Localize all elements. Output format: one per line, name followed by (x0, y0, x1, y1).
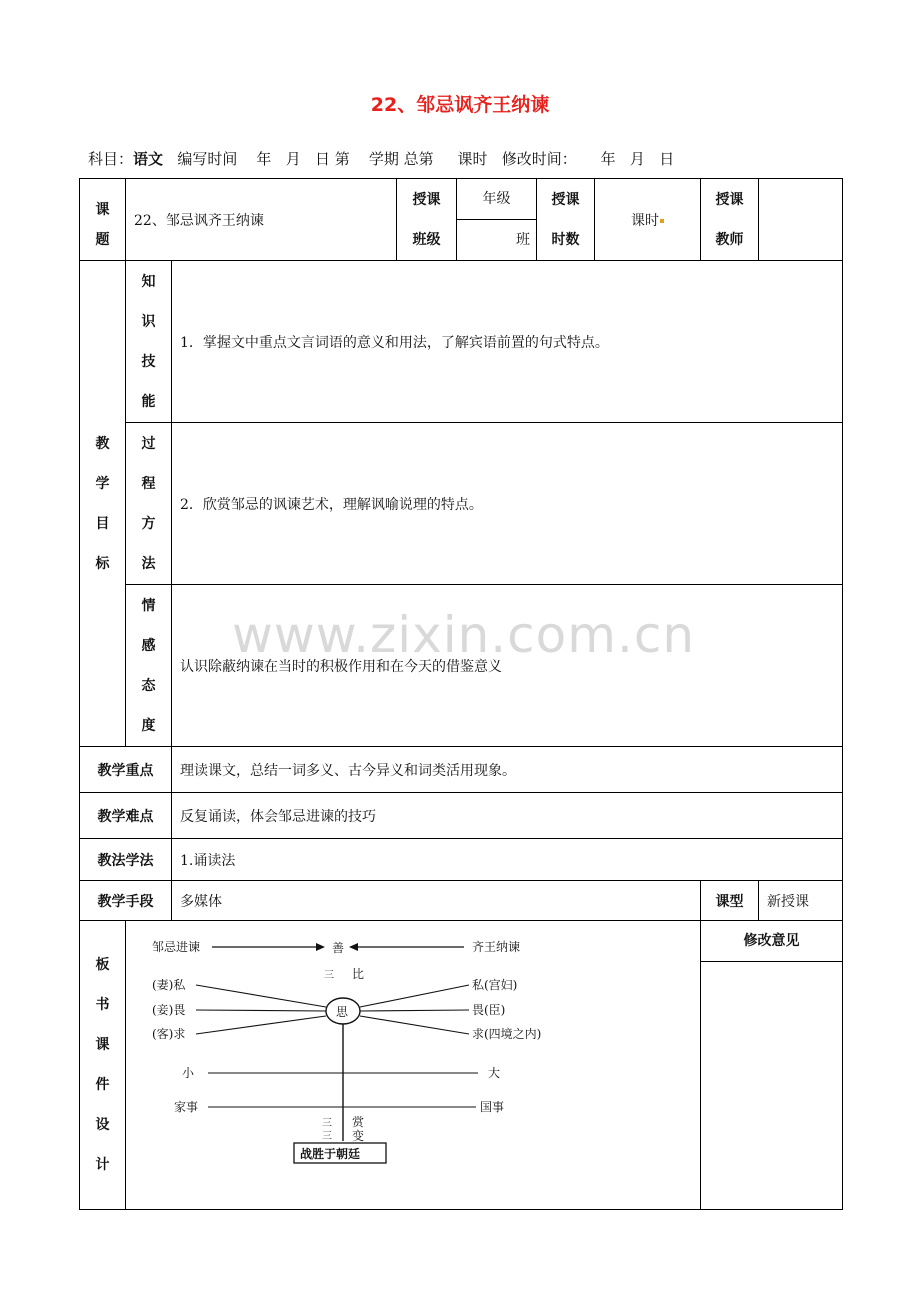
revision-cell (701, 921, 843, 1210)
left-item-3: (客)求 (152, 1027, 186, 1041)
diagram-center: 思 (336, 1005, 349, 1019)
ray-right-3 (360, 1016, 469, 1034)
goal-row-emotion (80, 585, 843, 747)
diagram-state: 国事 (480, 1100, 505, 1114)
arrow-left-head (316, 943, 325, 951)
subject-value: 语文 (133, 150, 164, 168)
board-diagram-cell (126, 921, 701, 1210)
goal-text-process: 2．欣赏邹忌的讽谏艺术，理解讽喻说理的特点。 (172, 423, 843, 585)
ray-left-1 (196, 985, 326, 1007)
arrow-right-head (349, 943, 358, 951)
method-row (80, 839, 843, 881)
goal-text-emotion: 认识除蔽纳谏在当时的积极作用和在今天的借鉴意义 (172, 585, 843, 747)
ray-right-1 (360, 985, 469, 1007)
means-row (80, 881, 843, 921)
subject-label: 科目： (88, 150, 134, 168)
marker-dot (660, 219, 664, 223)
method-label: 教法学法 (80, 839, 172, 881)
diagram-big: 大 (488, 1066, 501, 1080)
class-label-2: 班级 (412, 231, 441, 248)
topic-label-1: 课 (95, 201, 110, 218)
goal-text-knowledge: 1．掌握文中重点文言词语的意义和用法，了解宾语前置的句式特点。 (172, 261, 843, 423)
hours-label-1: 授课 (551, 191, 580, 208)
diagram-bian: 变 (352, 1129, 365, 1143)
mark-small-3: 三 (322, 1131, 332, 1142)
ray-left-3 (196, 1016, 326, 1034)
class-label-cell (397, 179, 457, 261)
teacher-label-2: 教师 (715, 231, 744, 248)
meta-rest: 编写时间 年 月 日 第 学期 总第 课时 修改时间： 年 月 日 (163, 150, 675, 168)
lesson-type-label: 课型 (701, 881, 759, 921)
hours-value: 课时 (631, 212, 660, 229)
diagram-bi: 比 (352, 967, 365, 981)
board-label-cell: 板 书 课 件 设 计 (80, 921, 126, 1210)
goal-label-knowledge: 知 识 技 能 (126, 261, 172, 423)
goals-label: 教 学 目 标 (95, 435, 110, 572)
means-label: 教学手段 (80, 881, 172, 921)
mark-small-1: 三 (324, 970, 334, 981)
watermark: www.zixin.com.cn (232, 606, 696, 664)
topic-value: 22、邹忌讽齐王纳谏 (126, 179, 397, 261)
right-item-1: 私(宫妇) (472, 978, 518, 992)
right-item-2: 畏(臣) (472, 1003, 506, 1017)
topic-label-2: 题 (95, 231, 110, 248)
goal-row-process (80, 423, 843, 585)
key-point-label: 教学重点 (80, 747, 172, 793)
document-title: 22、邹忌讽齐王纳谏 (370, 94, 550, 116)
mark-small-2: 三 (322, 1118, 332, 1129)
lesson-type-value: 新授课 (759, 881, 843, 921)
left-item-2: (妾)畏 (152, 1003, 186, 1017)
diagram-small: 小 (182, 1066, 195, 1080)
goal-label-process: 过 程 方 法 (126, 423, 172, 585)
hours-label-2: 时数 (551, 231, 580, 248)
difficulty-label: 教学难点 (80, 793, 172, 839)
key-point-text: 理读课文，总结一词多义、古今异义和词类活用现象。 (172, 747, 843, 793)
board-diagram (126, 921, 704, 1181)
diagram-family: 家事 (174, 1100, 199, 1114)
lesson-plan-table (79, 178, 843, 1210)
goal-row-knowledge (80, 261, 843, 423)
revision-label: 修改意见 (701, 921, 842, 962)
method-text: 1.诵读法 (172, 839, 843, 881)
meta-line (88, 148, 674, 169)
means-text: 多媒体 (172, 881, 701, 921)
board-row (80, 921, 843, 1210)
difficulty-row (80, 793, 843, 839)
diagram-shang: 赏 (352, 1115, 365, 1129)
header-row (80, 179, 843, 261)
hours-value-cell (595, 179, 701, 261)
diagram-top-left: 邹忌进谏 (152, 940, 201, 954)
diagram-top-center: 善 (332, 941, 345, 955)
ray-left-2 (196, 1010, 326, 1011)
ban-value: 班 (516, 232, 531, 248)
grade-class-cell (457, 179, 537, 261)
left-item-1: (妻)私 (152, 978, 186, 992)
key-point-row (80, 747, 843, 793)
hours-label-cell (537, 179, 595, 261)
diagram-top-right: 齐王纳谏 (472, 940, 521, 954)
goals-label-cell (80, 261, 126, 747)
teacher-label-1: 授课 (715, 191, 744, 208)
diagram-bottom: 战胜于朝廷 (300, 1147, 361, 1161)
grade-value: 年级 (457, 179, 536, 220)
topic-label-cell (80, 179, 126, 261)
teacher-label-cell (701, 179, 759, 261)
difficulty-text: 反复诵读，体会邹忌进谏的技巧 (172, 793, 843, 839)
right-item-3: 求(四境之内) (472, 1027, 542, 1041)
teacher-value-cell (759, 179, 843, 261)
goal-label-emotion: 情 感 态 度 (126, 585, 172, 747)
class-label-1: 授课 (412, 191, 441, 208)
ray-right-2 (360, 1010, 469, 1011)
